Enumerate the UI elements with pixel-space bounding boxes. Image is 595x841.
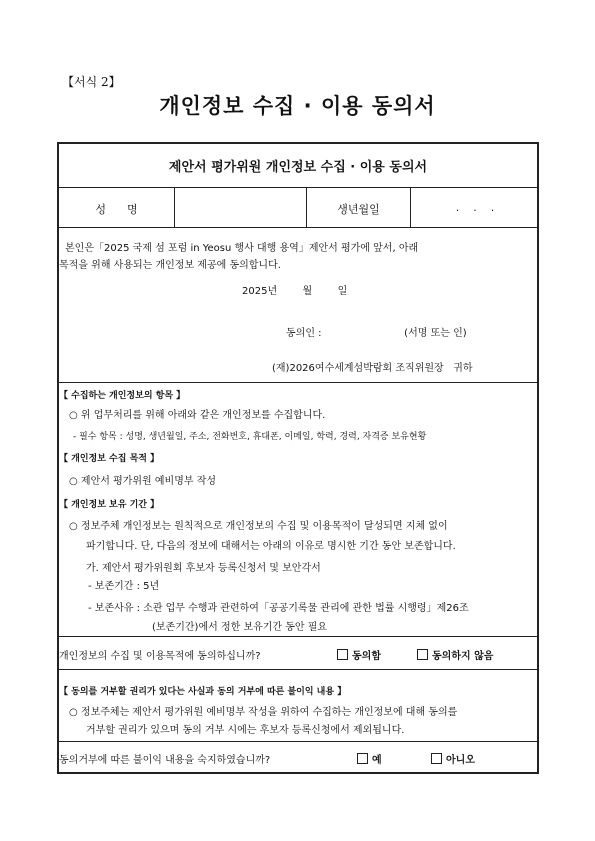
no-checkbox[interactable] [431,753,442,764]
signer-line: 동의인 : (서명 또는 인) [286,328,467,339]
row-divider [59,187,537,188]
yes-label: 예 [372,755,382,766]
yes-checkbox[interactable] [357,753,368,764]
disagree-checkbox[interactable] [417,649,428,660]
form-number-label: 【서식 2】 [62,75,121,89]
yes-option[interactable] [357,751,382,766]
agree-checkbox[interactable] [337,649,348,660]
form-inner-title: 제안서 평가위원 개인정보 수집 · 이용 동의서 [168,160,428,175]
no-option[interactable] [431,751,475,766]
retention-line-5: - 보존사유 : 소관 업무 수행과 관련하여「공공기록물 관리에 관한 법률 시행령」제26조 [88,603,469,614]
retention-line-2: 파기합니다. 단, 다음의 정보에 대해서는 아래의 이유로 명시한 기간 동안 보존합니다. [86,541,456,552]
no-label: 아니오 [446,755,475,766]
retention-line-1: ○ 정보주체 개인정보는 원칙적으로 개인정보의 수집 및 이용목적이 달성되면 지체 없이 [69,521,448,532]
consent-statement-line-1: 본인은「2025 국제 섬 포럼 in Yeosu 행사 대행 용역」제안서 평가에 앞서, 아래 [65,243,419,254]
retention-line-6: (보존기간)에서 정한 보유기간 동안 필요 [152,622,328,633]
consent-question: 개인정보의 수집 및 이용목적에 동의하십니까? [59,651,261,662]
consent-statement-line-2: 목적을 위해 사용되는 개인정보 제공에 동의합니다. [59,260,281,271]
row-divider [59,669,537,670]
collected-items-heading: 【 수집하는 개인정보의 항목 】 [59,391,186,401]
refusal-rights-heading: 【 동의를 거부할 권리가 있다는 사실과 동의 거부에 따른 불이익 내용 】 [59,687,347,697]
purpose-heading: 【 개인정보 수집 목적 】 [59,454,160,464]
row-divider [59,227,537,228]
collected-items-line-2: - 필수 항목 : 성명, 생년월일, 주소, 전화번호, 휴대폰, 이메일, 학력, 경력, 자격증 보유현황 [73,432,427,442]
document-title: 개인정보 수집 · 이용 동의서 [159,94,436,118]
agree-label: 동의함 [352,651,381,662]
refusal-rights-line-2: 거부할 권리가 있으며 동의 거부 시에는 후보자 등록신청에서 제외됩니다. [86,725,405,736]
row-divider [59,741,537,742]
purpose-line-1: ○ 제안서 평가위원 예비명부 작성 [69,476,217,487]
birthdate-field[interactable]: . . . [455,201,495,214]
retention-heading: 【 개인정보 보유 기간 】 [59,500,160,510]
recipient-line: (재)2026여수세계섬박람회 조직위원장 귀하 [272,363,473,374]
consent-form-table [57,142,539,774]
retention-line-3: 가. 제안서 평가위원회 후보자 등록신청서 및 보안각서 [86,563,321,574]
birthdate-label: 생년월일 [337,203,380,216]
retention-line-4: - 보존기간 : 5년 [88,581,160,592]
name-label: 성 명 [95,203,138,216]
row-divider [59,636,537,637]
agree-option[interactable] [337,647,381,662]
disagree-label: 동의하지 않음 [432,651,494,662]
column-divider [174,187,175,227]
collected-items-line-1: ○ 위 업무처리를 위해 아래와 같은 개인정보를 수집합니다. [69,410,326,421]
refusal-rights-line-1: ○ 정보주체는 제안서 평가위원 예비명부 작성을 위하여 수집하는 개인정보에 대해 동의를 [69,707,458,718]
acknowledgement-question: 동의거부에 따른 불이익 내용을 숙지하였습니까? [59,755,271,766]
consent-date: 2025년 월 일 [242,286,348,297]
row-divider [59,382,537,383]
disagree-option[interactable] [417,647,493,662]
